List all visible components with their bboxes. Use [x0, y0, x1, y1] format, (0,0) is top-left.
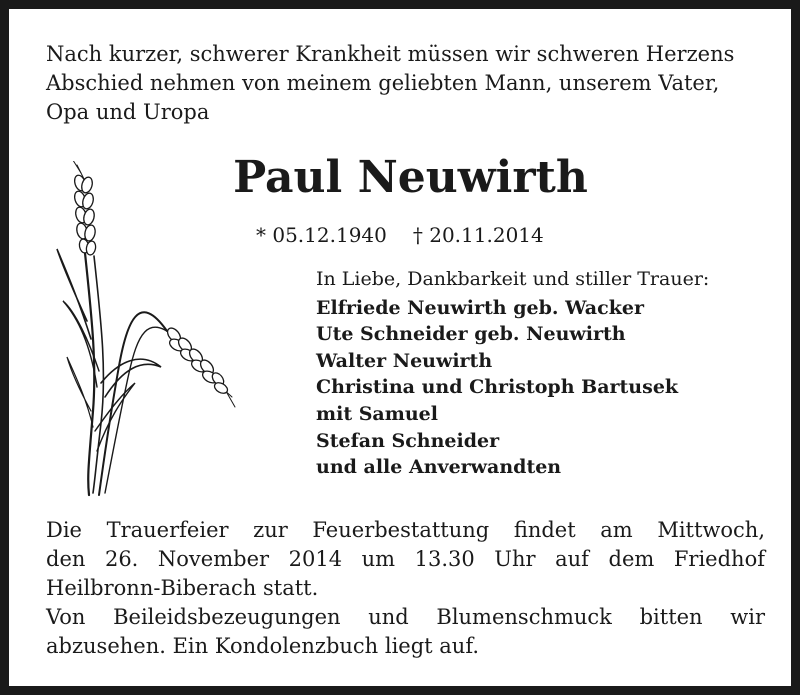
details-line: Heilbronn-Biberach statt. [46, 576, 319, 600]
details-line: den 26. November 2014 um 13.30 Uhr auf dem Friedhof [46, 547, 765, 571]
mourner-name: Christina und Christoph Bartusek [316, 376, 679, 399]
mourner-name: Walter Neuwirth [316, 349, 493, 372]
mourner-name: Elfriede Neuwirth geb. Wacker [316, 296, 644, 319]
wheat-ears-icon [49, 161, 249, 506]
mourner-name: mit Samuel [316, 402, 438, 425]
intro-line: Nach kurzer, schwerer Krankheit müssen wir schweren Herzens [46, 42, 735, 66]
mourner-name: Stefan Schneider [316, 429, 500, 452]
intro-line: Abschied nehmen von meinem geliebten Mann, unserem Vater, [46, 71, 720, 95]
funeral-details [46, 516, 765, 661]
details-line: Die Trauerfeier zur Feuerbestattung findet am Mittwoch, [46, 518, 765, 542]
life-dates [256, 221, 544, 249]
details-line: Von Beileidsbezeugungen und Blumenschmuck bitten wir [46, 605, 765, 629]
death-date: † 20.11.2014 [412, 223, 544, 247]
mourners-block [316, 266, 709, 481]
mourners-intro: In Liebe, Dankbarkeit und stiller Trauer: [316, 268, 710, 290]
mourner-name: und alle Anverwandten [316, 456, 562, 479]
birth-date: * 05.12.1940 [256, 223, 387, 247]
details-line: abzusehen. Ein Kondolenzbuch liegt auf. [46, 634, 480, 658]
mourner-name: Ute Schneider geb. Neuwirth [316, 323, 626, 346]
intro-line: Opa und Uropa [46, 100, 210, 124]
deceased-name: Paul Neuwirth [233, 152, 588, 203]
intro-text [46, 40, 766, 127]
